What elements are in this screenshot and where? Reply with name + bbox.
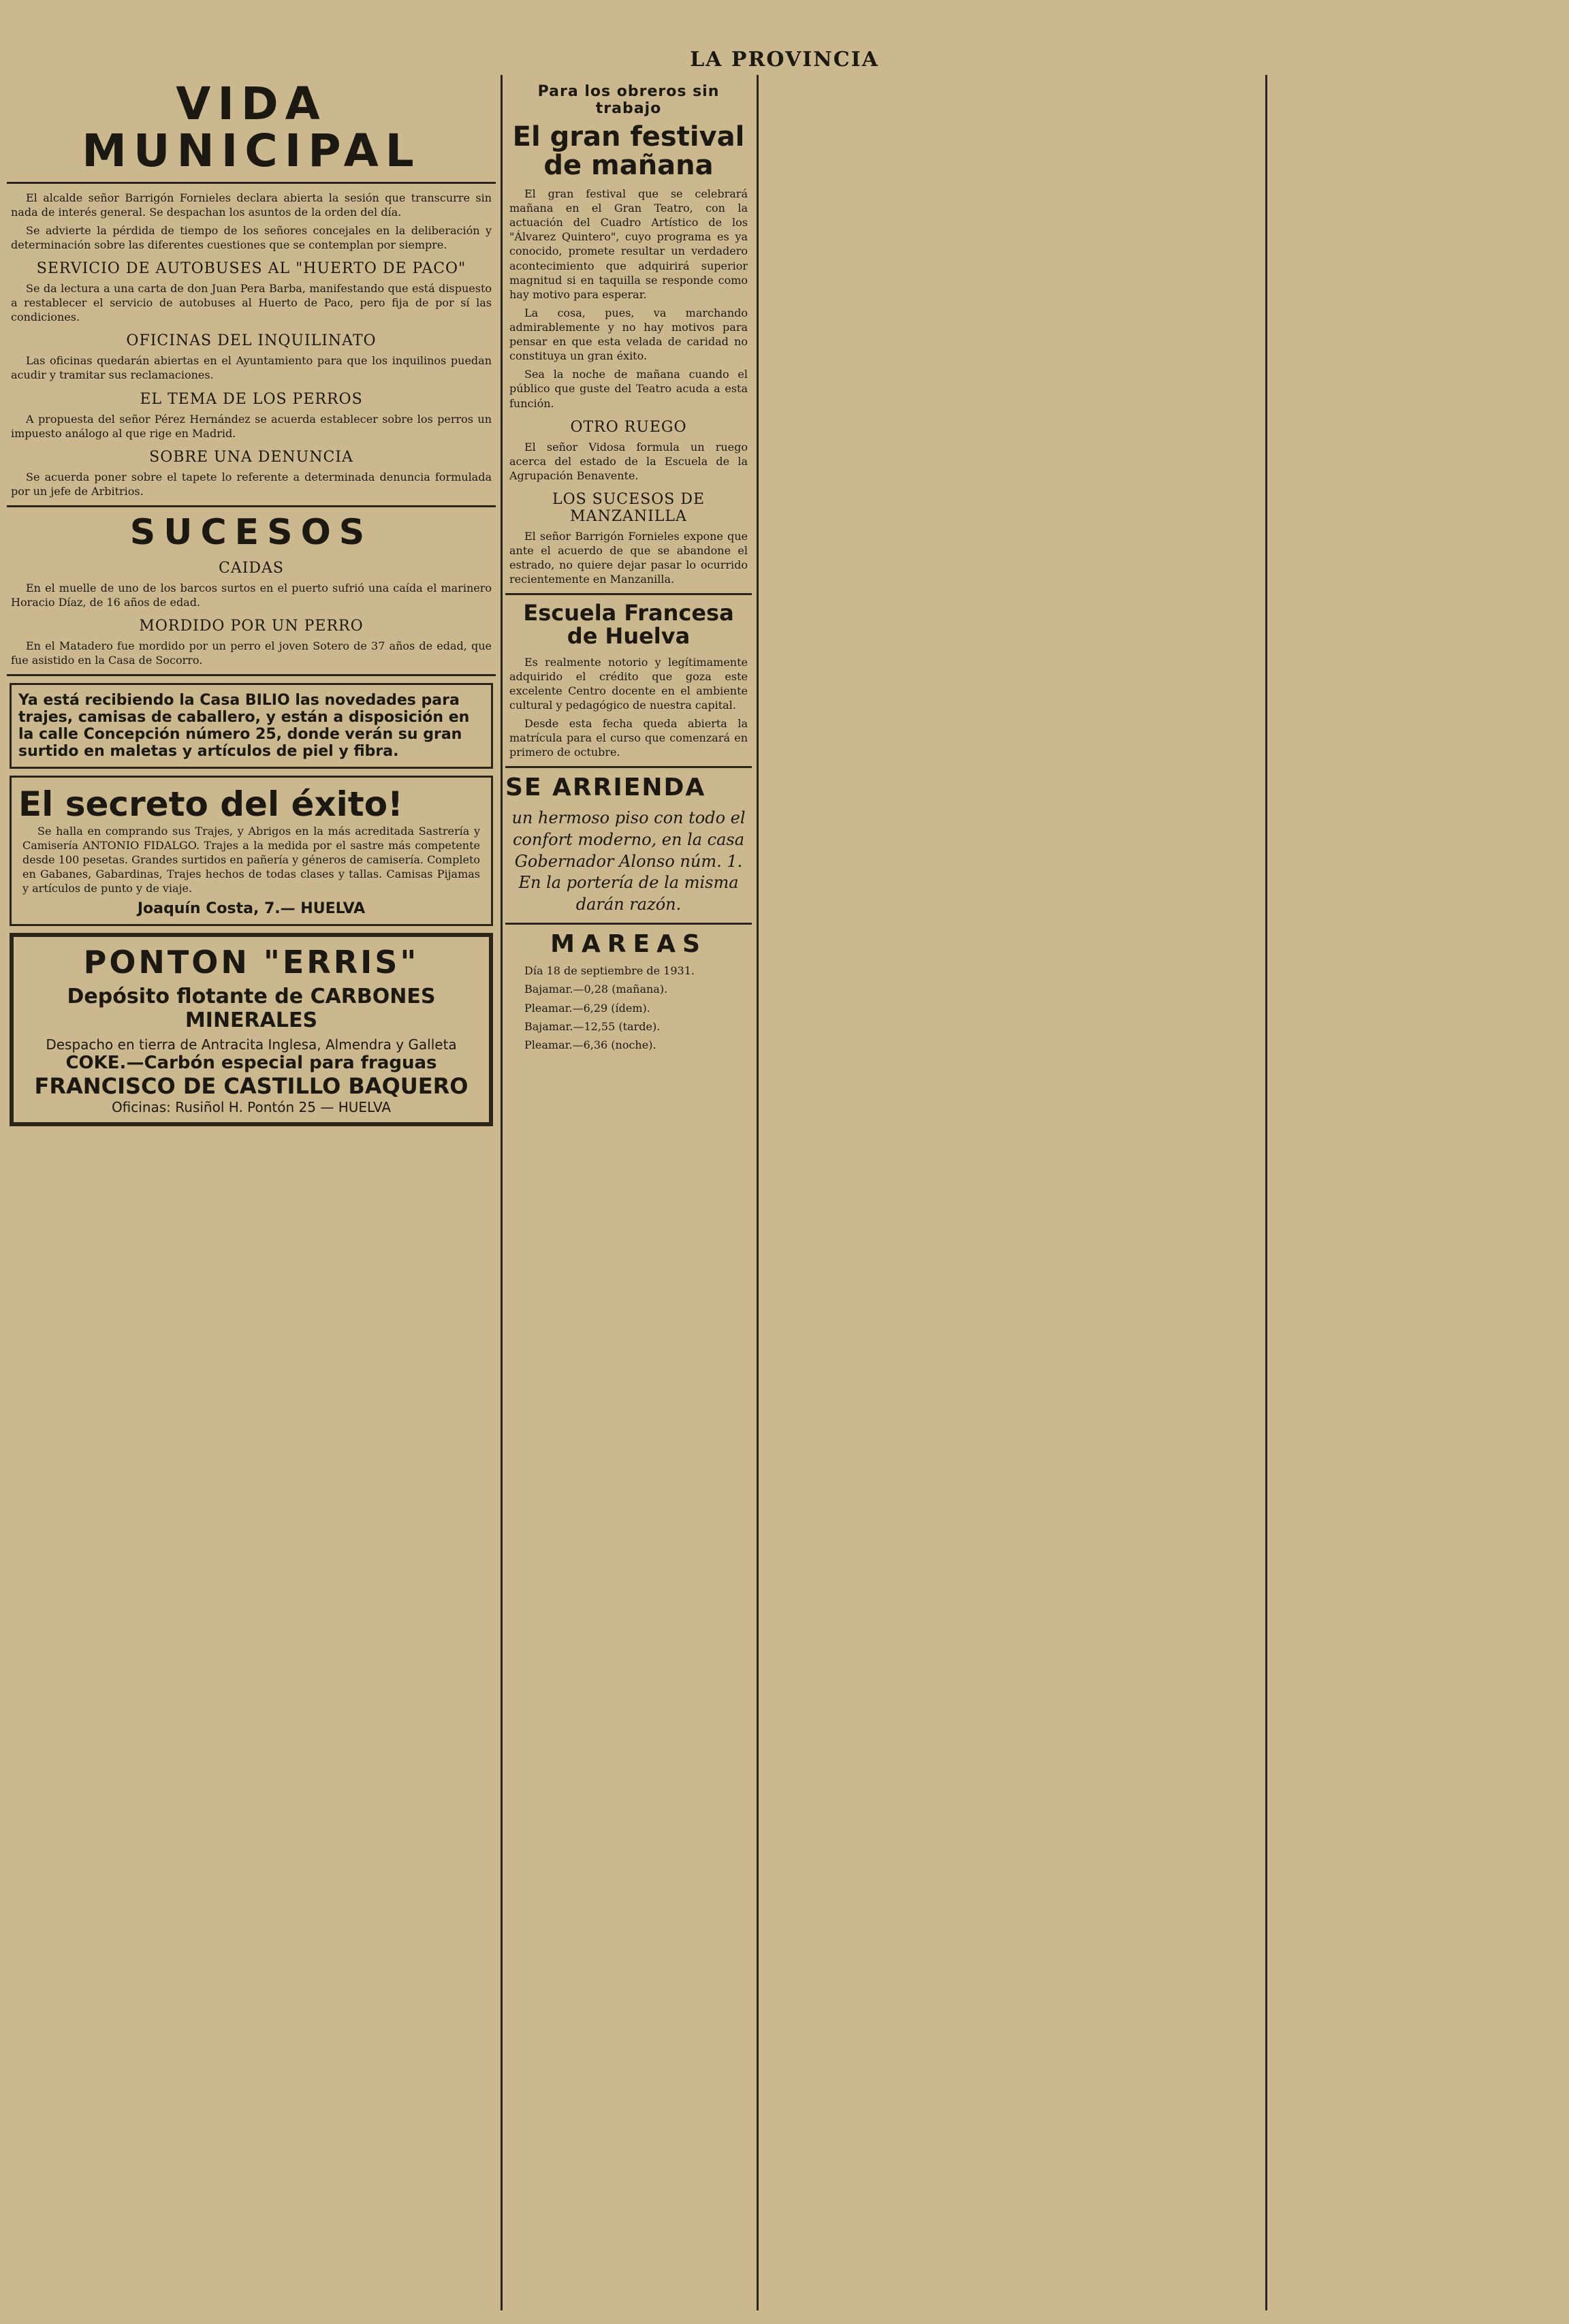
article-paragraph: Desde esta fecha queda abierta la matrícula para el curso que comenzará en primero de octubre.: [509, 717, 748, 759]
subheading: SERVICIO DE AUTOBUSES AL "HUERTO DE PACO": [36, 260, 466, 278]
ad-line: Depósito flotante de CARBONES MINERALES: [67, 984, 436, 1032]
column-vida-municipal: [7, 75, 496, 2310]
mareas-row: Bajamar.—12,55 (tarde).: [524, 1019, 661, 1033]
article-paragraph: Se acuerda poner sobre el tapete lo referente a determinada denuncia formulada por un jefe de Arbitrios.: [11, 470, 492, 498]
divider: [7, 674, 496, 676]
subheading: EL TEMA DE LOS PERROS: [140, 390, 363, 408]
divider: [505, 593, 752, 595]
article-paragraph: El señor Barrigón Fornieles expone que ante el acuerdo de que se abandone el estrado, no quiere dejar pasar lo ocurrido recientemente en Manzanilla.: [509, 529, 748, 586]
article-paragraph: A propuesta del señor Pérez Hernández se acuerda establecer sobre los perros un impuesto análogo al que rige en Madrid.: [11, 412, 492, 440]
article-paragraph: El alcalde señor Barrigón Fornieles declara abierta la sesión que transcurre sin nada de interés general. Se despachan los asuntos de la orden del día.: [11, 191, 492, 219]
article-paragraph: La cosa, pues, va marchando admirablemente y no hay motivos para pensar en que esta velada de caridad no constituya un gran éxito.: [509, 306, 748, 363]
article-paragraph: Se da lectura a una carta de don Juan Pera Barba, manifestando que está dispuesto a restablecer el servicio de autobuses al Huerto de Paco, pero fija de por sí las condiciones.: [11, 282, 492, 324]
headline-festival: El gran festival de mañana: [512, 121, 745, 181]
article-paragraph: El señor Vidosa formula un ruego acerca del estado de la Escuela de la Agrupación Benavente.: [509, 440, 748, 482]
subheading: LOS SUCESOS DE MANZANILLA: [552, 490, 706, 525]
subheading: MORDIDO POR UN PERRO: [139, 617, 364, 635]
ad-secreto-exito: [10, 776, 493, 926]
ad-footer: Joaquín Costa, 7.— HUELVA: [137, 900, 366, 917]
mareas-date: Día 18 de septiembre de 1931.: [524, 964, 695, 978]
divider: [7, 182, 496, 184]
ad-se-arrienda-title: SE ARRIENDA: [505, 774, 706, 802]
column-rule: [1265, 75, 1267, 2310]
ad-line: Despacho en tierra de Antracita Inglesa, Almendra y Galleta: [46, 1036, 457, 1053]
mareas-title: MAREAS: [550, 929, 707, 958]
ad-bilio-text: Ya está recibiendo la Casa BILIO las novedades para trajes, camisas de caballero, y están a disposición en la calle Concepción número 25, donde verán su gran surtido en maletas y artículos de piel y fibra.: [18, 692, 470, 761]
subheading: OFICINAS DEL INQUILINATO: [126, 332, 377, 350]
divider: [505, 923, 752, 925]
article-paragraph: Es realmente notorio y legítimamente adquirido el crédito que goza este excelente Centro docente en el ambiente cultural y pedagógico de nuestra capital.: [509, 655, 748, 712]
mareas-row: Bajamar.—0,28 (mañana).: [524, 983, 668, 996]
article-paragraph: El gran festival que se celebrará mañana en el Gran Teatro, con la actuación del Cuadro Artístico de los "Álvarez Quintero", cuyo programa es ya conocido, promete resultar un verdadero acontecimiento que adquirirá superior magnitud si en taquilla se responde como hay motivo para esperar.: [509, 187, 748, 301]
masthead: LA PROVINCIA: [690, 48, 879, 71]
subheading: OTRO RUEGO: [570, 418, 687, 436]
ad-se-arrienda-text: un hermoso piso con todo el confort moderno, en la casa Gobernador Alonso núm. 1. En la portería de la misma darán razón.: [511, 808, 746, 914]
ad-ponton-erris: [10, 933, 493, 1126]
ad-text: Se halla en comprando sus Trajes, y Abrigos en la más acreditada Sastrería y Camisería ANTONIO FIDALGO. Trajes a la medida por el sastre más competente desde 100 pesetas. Grandes surtidos en pañería y géneros de camisería. Completo en Gabanes, Gabardinas, Trajes hechos de todas clases y tallas. Camisas Pijamas y artículos de punto y de viaje.: [22, 825, 480, 895]
article-paragraph: En el muelle de uno de los barcos surtos en el puerto sufrió una caída el marinero Horacio Díaz, de 16 años de edad.: [11, 581, 492, 609]
ad-line: COKE.—Carbón especial para fraguas: [65, 1052, 437, 1073]
divider: [505, 766, 752, 768]
subheading: SOBRE UNA DENUNCIA: [149, 448, 353, 466]
mareas-row: Pleamar.—6,36 (noche).: [524, 1038, 656, 1051]
section-title-sucesos: SUCESOS: [129, 512, 373, 554]
ad-title: El secreto del éxito!: [18, 784, 403, 825]
subheading: CAIDAS: [218, 559, 284, 577]
ad-title: PONTON "ERRIS": [83, 943, 419, 981]
ad-line: FRANCISCO DE CASTILLO BAQUERO: [34, 1072, 469, 1099]
article-paragraph: Las oficinas quedarán abiertas en el Ayuntamiento para que los inquilinos puedan acudir y tramitar sus reclamaciones.: [11, 354, 492, 382]
mareas-row: Pleamar.—6,29 (ídem).: [524, 1001, 650, 1015]
divider: [7, 505, 496, 507]
ad-line: Oficinas: Rusiñol H. Pontón 25 — HUELVA: [111, 1098, 392, 1115]
column-festival: [505, 75, 752, 2310]
headline-escuela-francesa: Escuela Francesa de Huelva: [523, 600, 734, 649]
article-paragraph: Se advierte la pérdida de tiempo de los señores concejales en la deliberación y determinación sobre las diferentes cuestiones que se contemplan por siempre.: [11, 223, 492, 251]
column-rule: [757, 75, 759, 2310]
article-paragraph: Sea la noche de mañana cuando el público que guste del Teatro acuda a esta función.: [509, 368, 748, 410]
article-paragraph: En el Matadero fue mordido por un perro el joven Sotero de 37 años de edad, que fue asistido en la Casa de Socorro.: [11, 639, 492, 667]
column-rule: [501, 75, 503, 2310]
ad-bilio: [10, 683, 493, 769]
kicker: Para los obreros sin trabajo: [537, 83, 720, 117]
section-title-vida-municipal: VIDA MUNICIPAL: [82, 78, 421, 178]
